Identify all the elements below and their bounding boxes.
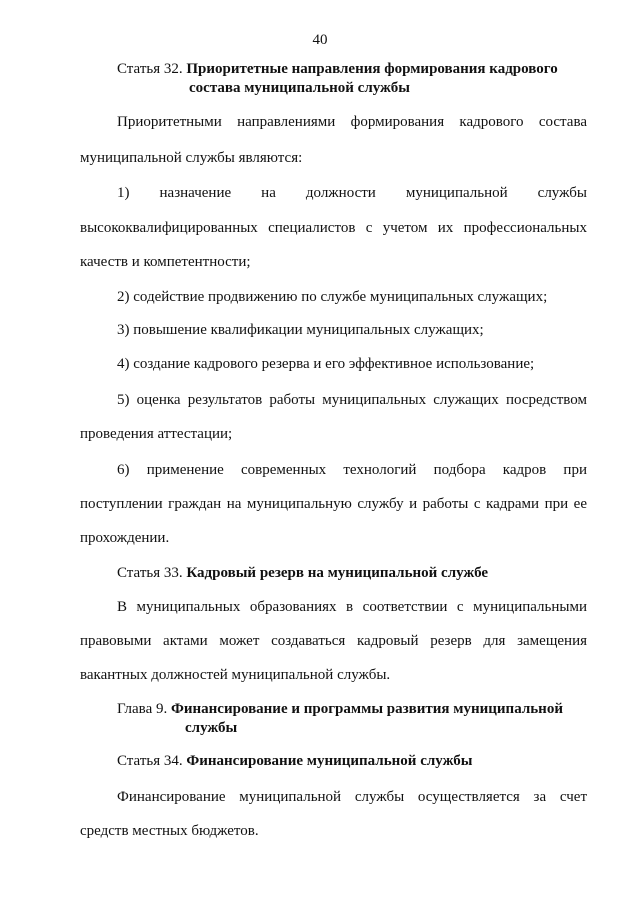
body-line: высококвалифицированных специалистов с учетом их профессиональных	[80, 220, 587, 236]
article-34-heading	[117, 752, 472, 771]
article-32-title-line2: состава муниципальной службы	[189, 80, 410, 96]
body-line: поступлении граждан на муниципальную службу и работы с кадрами при ее	[80, 496, 587, 512]
body-line: В муниципальных образованиях в соответствии с муниципальными	[117, 599, 587, 615]
article-32-title-line1: Приоритетные направления формирования кадрового	[186, 61, 558, 77]
body-line: средств местных бюджетов.	[80, 823, 259, 839]
body-line: Финансирование муниципальной службы осуществляется за счет	[117, 789, 587, 805]
body-line: Приоритетными направлениями формирования кадрового состава	[117, 114, 587, 130]
list-item-4: 4) создание кадрового резерва и его эффективное использование;	[117, 356, 535, 372]
list-item-5: 5) оценка результатов работы муниципальных служащих посредством	[117, 392, 587, 408]
list-item-3: 3) повышение квалификации муниципальных служащих;	[117, 322, 484, 338]
body-line: прохождении.	[80, 530, 170, 546]
list-item-1: 1) назначение на должности муниципальной службы	[117, 185, 587, 201]
body-line: проведения аттестации;	[80, 426, 233, 442]
body-line: вакантных должностей муниципальной службы.	[80, 667, 391, 683]
article-34-prefix: Статья 34.	[117, 753, 183, 769]
list-item-2: 2) содействие продвижению по службе муниципальных служащих;	[117, 289, 548, 305]
article-33-heading	[117, 564, 488, 583]
article-33-title: Кадровый резерв на муниципальной службе	[186, 565, 489, 581]
chapter-9-heading	[117, 700, 563, 738]
chapter-9-prefix: Глава 9.	[117, 701, 168, 717]
article-32-heading	[117, 60, 558, 98]
article-33-prefix: Статья 33.	[117, 565, 183, 581]
page-number: 40	[312, 32, 328, 48]
article-32-prefix: Статья 32.	[117, 61, 183, 77]
body-line: правовыми актами может создаваться кадровый резерв для замещения	[80, 633, 587, 649]
chapter-9-title-line2: службы	[185, 720, 238, 736]
body-line: муниципальной службы являются:	[80, 150, 303, 166]
article-34-title: Финансирование муниципальной службы	[186, 753, 473, 769]
list-item-6: 6) применение современных технологий подбора кадров при	[117, 462, 587, 478]
chapter-9-title-line1: Финансирование и программы развития муниципальной	[170, 701, 563, 717]
body-line: качеств и компетентности;	[80, 254, 251, 270]
